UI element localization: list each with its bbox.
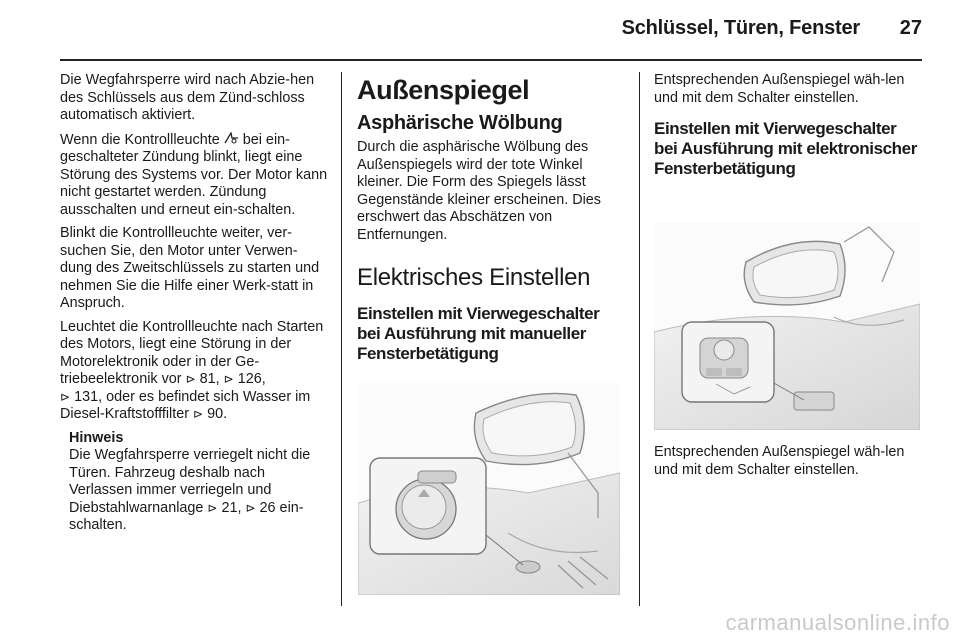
page-ref-arrow-icon: ⊳ (185, 372, 196, 386)
mirror-switch-illustration-manual (358, 383, 620, 595)
text-run: , oder es befindet sich Wasser im Diesel-Kraftstofffilter (60, 388, 311, 422)
section-title: Außenspiegel (357, 75, 530, 105)
page-ref-link[interactable]: 131 (74, 388, 99, 405)
header-rule (60, 59, 922, 61)
paragraph-select-mirror-2: Entsprechenden Außenspiegel wäh-len und mit dem Schalter einstellen. (654, 444, 905, 478)
subheading-aspheric: Asphärische Wölbung (357, 112, 563, 134)
column-1 (60, 72, 328, 535)
page-ref-arrow-icon: ⊳ (60, 389, 71, 404)
paragraph-immobiliser-activation: Die Wegfahrsperre wird nach Abzie-hen des Schlüssels aus dem Zünd-schloss automatisch aktiviert. (60, 72, 315, 123)
text-run: Leuchtet die Kontrollleuchte nach Starten des Motors, liegt eine Störung in der Motorelektronik oder in der Ge-triebeelektronik vor (60, 318, 324, 387)
hint-box (60, 430, 328, 535)
page-ref-link[interactable]: 90 (207, 406, 224, 422)
paragraph-lamp-continues-flashing: Blinkt die Kontrollleuchte weiter, ver-suchen Sie, den Motor unter Verwen-dung des Zweitschlüssels zu starten und nehmen Sie die Hilfe einer Werk-statt in Anspruch. (60, 225, 320, 311)
column-divider-right (639, 72, 640, 606)
column-2 (357, 72, 625, 378)
watermark-url: carmanualsonline.info (725, 610, 950, 635)
page-ref-link[interactable]: 81 (199, 371, 216, 387)
paragraph-select-mirror-1: Entsprechenden Außenspiegel wäh-len und mit dem Schalter einstellen. (654, 72, 905, 106)
immobiliser-lamp-icon (224, 131, 239, 149)
page-ref-arrow-icon: ⊳ (193, 407, 204, 421)
column-3-lower (654, 444, 922, 485)
page-ref-arrow-icon: ⊳ (245, 500, 256, 515)
paragraph-warning-lamp-flashing (60, 131, 328, 220)
page-ref-link[interactable]: 126 (237, 371, 262, 387)
text-run: ein-schalten. (69, 499, 304, 533)
page-ref-arrow-icon: ⊳ (223, 372, 234, 386)
running-header-title: Schlüssel, Türen, Fenster (621, 17, 860, 39)
subheading-manual-windows: Einstellen mit Vierwegeschalter bei Ausführung mit manueller Fensterbetätigung (357, 304, 600, 363)
mirror-switch-illustration-electronic (654, 222, 920, 430)
text-run: Wenn die Kontrollleuchte (60, 131, 224, 148)
page-ref-link[interactable]: 21 (221, 499, 238, 516)
text-run: bei ein-geschalteter Zündung blinkt, liegt eine Störung des Systems vor. Der Motor kann nicht gestartet werden. Zündung ausschalten und erneut ein-schalten. (60, 131, 328, 218)
column-divider-left (341, 72, 342, 606)
text-run: Die Wegfahrsperre verriegelt nicht die Türen. Fahrzeug deshalb nach Verlassen immer verriegeln und Diebstahlwarnanlage (69, 447, 311, 516)
paragraph-aspheric: Durch die asphärische Wölbung des Außenspiegels wird der tote Winkel kleiner. Die Form des Spiegels lässt Gegenstände kleiner erscheinen. Dies erschwert das Abschätzen von Entfernungen. (357, 139, 601, 243)
subheading-electronic-windows: Einstellen mit Vierwegeschalter bei Ausführung mit elektronischer Fensterbetätigung (654, 119, 917, 178)
page-ref-arrow-icon: ⊳ (207, 500, 218, 515)
page-ref-link[interactable]: 26 (259, 499, 276, 516)
paragraph-lamp-after-start: Leuchtet die Kontrollleuchte nach Starten des Motors, liegt eine Störung in der Motorelektronik oder in der Ge-triebeelektronik vor ⊳ 81, ⊳ 126, ⊳ 131, oder es befindet sich Wasser im Diesel-Kraftstofffilter ⊳ 90. (60, 318, 324, 422)
subheading-electric-adjust: Elektrisches Einstellen (357, 264, 591, 291)
page-number: 27 (899, 17, 922, 39)
hint-text: Die Wegfahrsperre verriegelt nicht die Türen. Fahrzeug deshalb nach Verlassen immer verriegeln und Diebstahlwarnanlage ⊳ 21, ⊳ 26 ein-schalten. (69, 447, 311, 533)
column-3 (654, 72, 922, 193)
hint-title: Hinweis (69, 429, 124, 446)
